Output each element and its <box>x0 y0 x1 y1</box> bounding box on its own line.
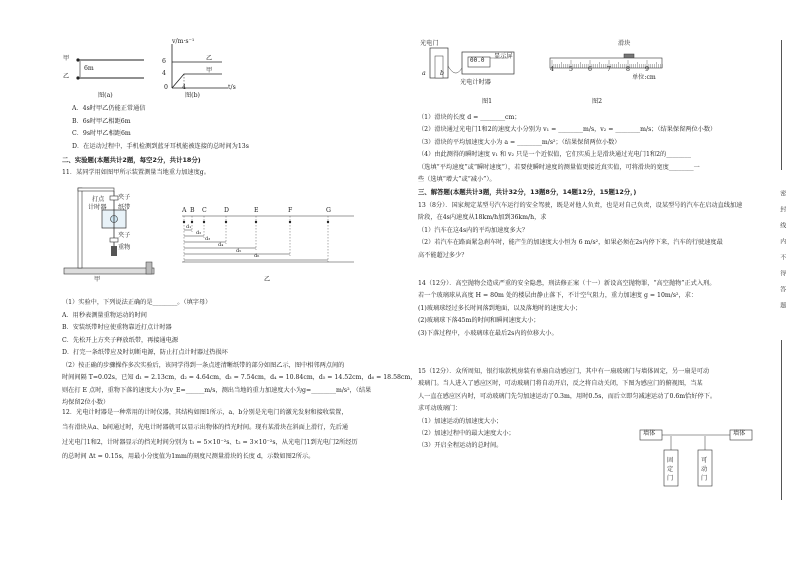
q11-apparatus-figure <box>60 182 170 280</box>
q12-line2: 当有滑块从a、b间通过时，光电计时器就可以显示出物体的挡光时间。现有某滑块在斜面上滑行，先后通 <box>62 423 349 431</box>
q12-sub2: （2）滑块通过光电门1和2的速度大小分别为 v₁ = ________m/s，v₂ = ________m/s；（结果保留两位小数） <box>418 126 717 134</box>
q15-line7: （3）开启全程运动的总时间。 <box>418 442 503 450</box>
q15-line1: 15（12分）．众所周知，银行取款机房装有单扇自动感应门，其中有一扇玻璃门与墙体固定，另一扇是可动 <box>418 368 710 375</box>
q13-line5: 高不能超过多少？ <box>418 251 468 259</box>
tape-label-d: D <box>224 207 229 214</box>
figure-a <box>60 48 150 98</box>
q15-wall-right: 墙体 <box>733 430 746 437</box>
q14 <box>418 278 715 340</box>
dot-c <box>203 221 205 223</box>
q12-sub4c: 些（选填“增大”或“减小”）。 <box>418 176 496 184</box>
fig2-caption: 图2 <box>592 98 603 105</box>
q14-line2: 若一个玻璃球从高度 H = 80m 处的楼层由静止落下，不计空气阻力，重力加速度 g = 10m/s²，求： <box>418 292 698 300</box>
fig-b-x4: 4 <box>182 84 186 91</box>
figure-b <box>166 40 236 95</box>
fig1-screen-label: 显示屏 <box>494 53 513 60</box>
seal-line-text: 密封线内不得答题 <box>778 190 786 318</box>
tape-d6: d₆ <box>254 253 260 259</box>
q15-line3: 人一直在感应区内时，可动玻璃门先匀加速运动了0.3m，用时0.5s，而后立即匀减速运动了0.6m恰好停下。 <box>418 392 717 400</box>
ruler-label-6: 6 <box>588 66 592 73</box>
q11-sub2c: 则在打 E 点时，重物下落的速度大小为v_E=______m/s，测出当地的重力加速度大小为g=________m/s²，（结果 <box>62 386 372 394</box>
q11-cap-yi: 乙 <box>264 276 271 283</box>
tape-label-c: C <box>202 207 207 214</box>
apparatus-arm <box>78 188 114 191</box>
q12-line1: 12．光电计时器是一种常用的计时仪器，其结构如图1所示，a、b分别是光电门的激光发射和接收装置， <box>62 409 348 416</box>
q13-line3: （1）汽车在这4s内的平均加速度多大？ <box>418 226 529 234</box>
q13-line2: 阶段，在4s内速度从18km/h加到36km/h，求 <box>418 214 547 222</box>
q11-lbl-clip2: 夹子 <box>118 232 131 239</box>
fig-b-line-jia <box>172 74 222 88</box>
fig-b-o: 0 <box>164 84 168 91</box>
tape-d3: d₃ <box>205 236 211 242</box>
fig1-gate-label: 光电门 <box>420 40 439 47</box>
weight <box>111 246 117 256</box>
fig1-b: b <box>440 70 444 77</box>
option-a: A．4s时甲乙仍能正常通信 <box>72 105 146 112</box>
fig2-unit: 单位:cm <box>632 74 656 81</box>
q15-line2: 玻璃门。当人进入了感应区时，可动玻璃门将自动开启，反之将自动关闭，下图为感应门的俯视图，当某 <box>418 380 703 388</box>
fig-b-y4: 4 <box>162 70 166 77</box>
tape-label-e: E <box>254 207 259 214</box>
fig2-slider-label: 滑块 <box>618 40 631 47</box>
fig-b-xlabel: t/s <box>228 84 236 91</box>
q11-opt-c: C．先松开上方夹子释放纸带，再接通电源 <box>62 336 179 344</box>
q12-stem <box>62 406 358 465</box>
fig-b-caption: 图(b) <box>185 92 200 99</box>
fig-b-yi: 乙 <box>206 55 213 62</box>
tape-label-a: A <box>182 207 187 214</box>
section-3-title: 三、解答题(本题共计3题，共计32分，13题8分，14题12分，15题12分，) <box>418 188 637 196</box>
tape-d1: d₁ <box>186 224 192 230</box>
fig-a-label-yi: 乙 <box>63 73 70 80</box>
tape-d4: d₄ <box>218 242 224 248</box>
fig-a-caption: 图(a) <box>98 92 113 99</box>
q15-line5: （1）加速运动的加速度大小； <box>418 417 503 425</box>
tape-d5: d₅ <box>236 248 242 254</box>
fig1-a: a <box>422 70 426 77</box>
q11-lbl-clip1: 夹子 <box>118 194 131 201</box>
option-c: C．9s时甲乙相距6m <box>72 130 131 137</box>
q11-opt-a: A．用秒表测量重物运动的时间 <box>62 311 147 319</box>
seal-line-top <box>781 40 782 170</box>
clip-top <box>110 196 118 200</box>
q12-line4: 的总时间 Δt = 0.15s，用最小分度值为1mm的刻度尺测量滑块的长度 d，示数如图2所示。 <box>62 453 315 461</box>
q15-movable-label: 可动门 <box>701 457 708 482</box>
apparatus-base <box>64 268 154 274</box>
seal-line-bottom <box>781 340 782 500</box>
q11-lbl-tape: 纸带 <box>118 204 131 211</box>
q11-stem: 11．某同学用如图甲所示装置测量当地重力加速度g。 <box>62 169 210 176</box>
fig1-display-value: 00.0 <box>470 57 485 64</box>
fig1-counter-label: 光电计时器 <box>460 79 491 86</box>
tape-d2: d₂ <box>196 230 202 236</box>
tape-label-b: B <box>190 207 195 214</box>
dot-a <box>183 221 185 223</box>
q15-wall-left: 墙体 <box>643 430 656 437</box>
option-b: B．6s时甲乙相距6m <box>72 117 131 125</box>
dot-b <box>191 221 193 223</box>
table-leg <box>146 262 152 274</box>
dot-d <box>225 221 227 223</box>
ruler-label-4: 4 <box>550 66 554 73</box>
q14-line1: 14（12分）．高空抛物会造成严重的安全隐患，刑法修正案（十一）新设高空抛物罪，“高空抛物”正式入刑。 <box>418 280 716 287</box>
q13-line1: 13（8分）．国家规定某型号汽车运行的安全驾驶，既是对他人负责，也是对自己负责，设某型号的汽车在启动直线加速 <box>418 202 743 209</box>
ruler-label-5: 5 <box>569 66 573 73</box>
clip-bottom <box>110 238 118 242</box>
q11-opt-b: B．安装纸带时应使重物靠近打点计时器 <box>62 324 172 331</box>
apparatus-stand <box>78 188 82 268</box>
ruler-label-9: 9 <box>645 66 649 73</box>
q11-sub2a: （2）按正确的步骤操作多次实验后，该同学得到一条点迹清晰纸带的部分如图乙示，图中相邻两点间的 <box>62 361 345 369</box>
fig-a-jia-dot <box>76 58 79 61</box>
q13-line4: （2）若汽车在路面紧急刹车时，能产生的加速度大小恒为 6 m/s²，如果必须在2s内停下来，汽车的行驶速度最 <box>418 239 723 247</box>
ruler-label-7: 7 <box>607 66 611 73</box>
q14-line5: (3)下落过程中，小玻璃球在最后2s内的位移大小。 <box>418 329 558 337</box>
q12-subquestions <box>418 112 716 186</box>
q12-sub3: （3）滑块的平均加速度大小为 a = ________m/s²；（结果保留两位小数） <box>418 138 621 146</box>
fig1-caption: 图1 <box>482 98 493 105</box>
fig-a-dist: 6m <box>84 65 94 72</box>
q11-lbl-timer: 打点 <box>92 196 105 203</box>
fig-a-label-jia: 甲 <box>63 55 70 62</box>
fig-a-yi-dot <box>76 76 79 79</box>
fig-b-jia: 甲 <box>206 67 213 74</box>
q12-sub4b: （选填“平均速度”或“瞬时速度”），若要使瞬时速度的测量值更接近真实值，可将滑块的宽度________一 <box>418 163 700 171</box>
q14-line4: (2)玻璃球下落45m的时间和瞬间速度大小； <box>418 317 540 325</box>
top-question-options <box>72 103 249 153</box>
q11-sub2d: 均保留2位小数） <box>62 399 110 406</box>
ruler-label-8: 8 <box>626 66 630 73</box>
q11-sub2b: 时间间隔 T=0.02s，已知 d₁ = 2.13cm，d₂ = 4.64cm，d₃ = 7.54cm，d₄ = 10.84cm，d₅ = 14.52cm，d₆ = 18.58cm， <box>62 374 417 381</box>
q14-line3: (1)玻璃球经过多长时间落到地面，以及落地时的速度大小； <box>418 304 582 312</box>
q15-line6: （2）加速过程中的最大速度大小； <box>418 430 515 438</box>
q11-questions <box>62 297 416 410</box>
tape-label-g: G <box>326 207 331 214</box>
dot-f <box>289 221 291 223</box>
fig-b-y6: 6 <box>162 58 166 65</box>
gate-wire <box>448 66 462 73</box>
q15-line4: 求可动玻璃门： <box>418 405 462 413</box>
q15-fixed-label: 固定门 <box>667 457 674 482</box>
q11-cap-jia: 甲 <box>94 276 101 283</box>
q11-lbl-timer2: 计时器 <box>88 204 107 211</box>
q11-lbl-weight: 重物 <box>118 244 131 251</box>
q11-sub1: （1）实验中，下列说法正确的是________。（填字母） <box>62 299 212 306</box>
q12-sub4a: （4）由此测得的瞬时速度 v₁ 和 v₂ 只是一个近似值，它们实质上是滑块通过光电门1和2的________ <box>418 151 691 159</box>
section-2-title: 二、实验题(本题共计2题，每空2分，共计18分) <box>62 156 201 164</box>
q11-opt-d: D．打完一条纸带应及时切断电源，防止打点计时器过热损坏 <box>62 349 228 356</box>
q13 <box>418 200 742 262</box>
q12-sub1: （1）滑块的长度 d = ________cm； <box>418 114 521 121</box>
dot-e <box>255 221 257 223</box>
q12-line3: 过光电门1和2，计时器显示的挡光时间分别为 t₁ = 5×10⁻²s、t₂ = 3×10⁻²s，从光电门1到光电门2所经历 <box>62 438 358 446</box>
dot-g <box>327 221 329 223</box>
option-d: D．在运动过程中，手机检测到蓝牙耳机能被连接的总时间为13s <box>72 142 249 150</box>
fig-b-ylabel: v/m·s⁻¹ <box>172 38 195 45</box>
tape-label-f: F <box>288 207 293 214</box>
